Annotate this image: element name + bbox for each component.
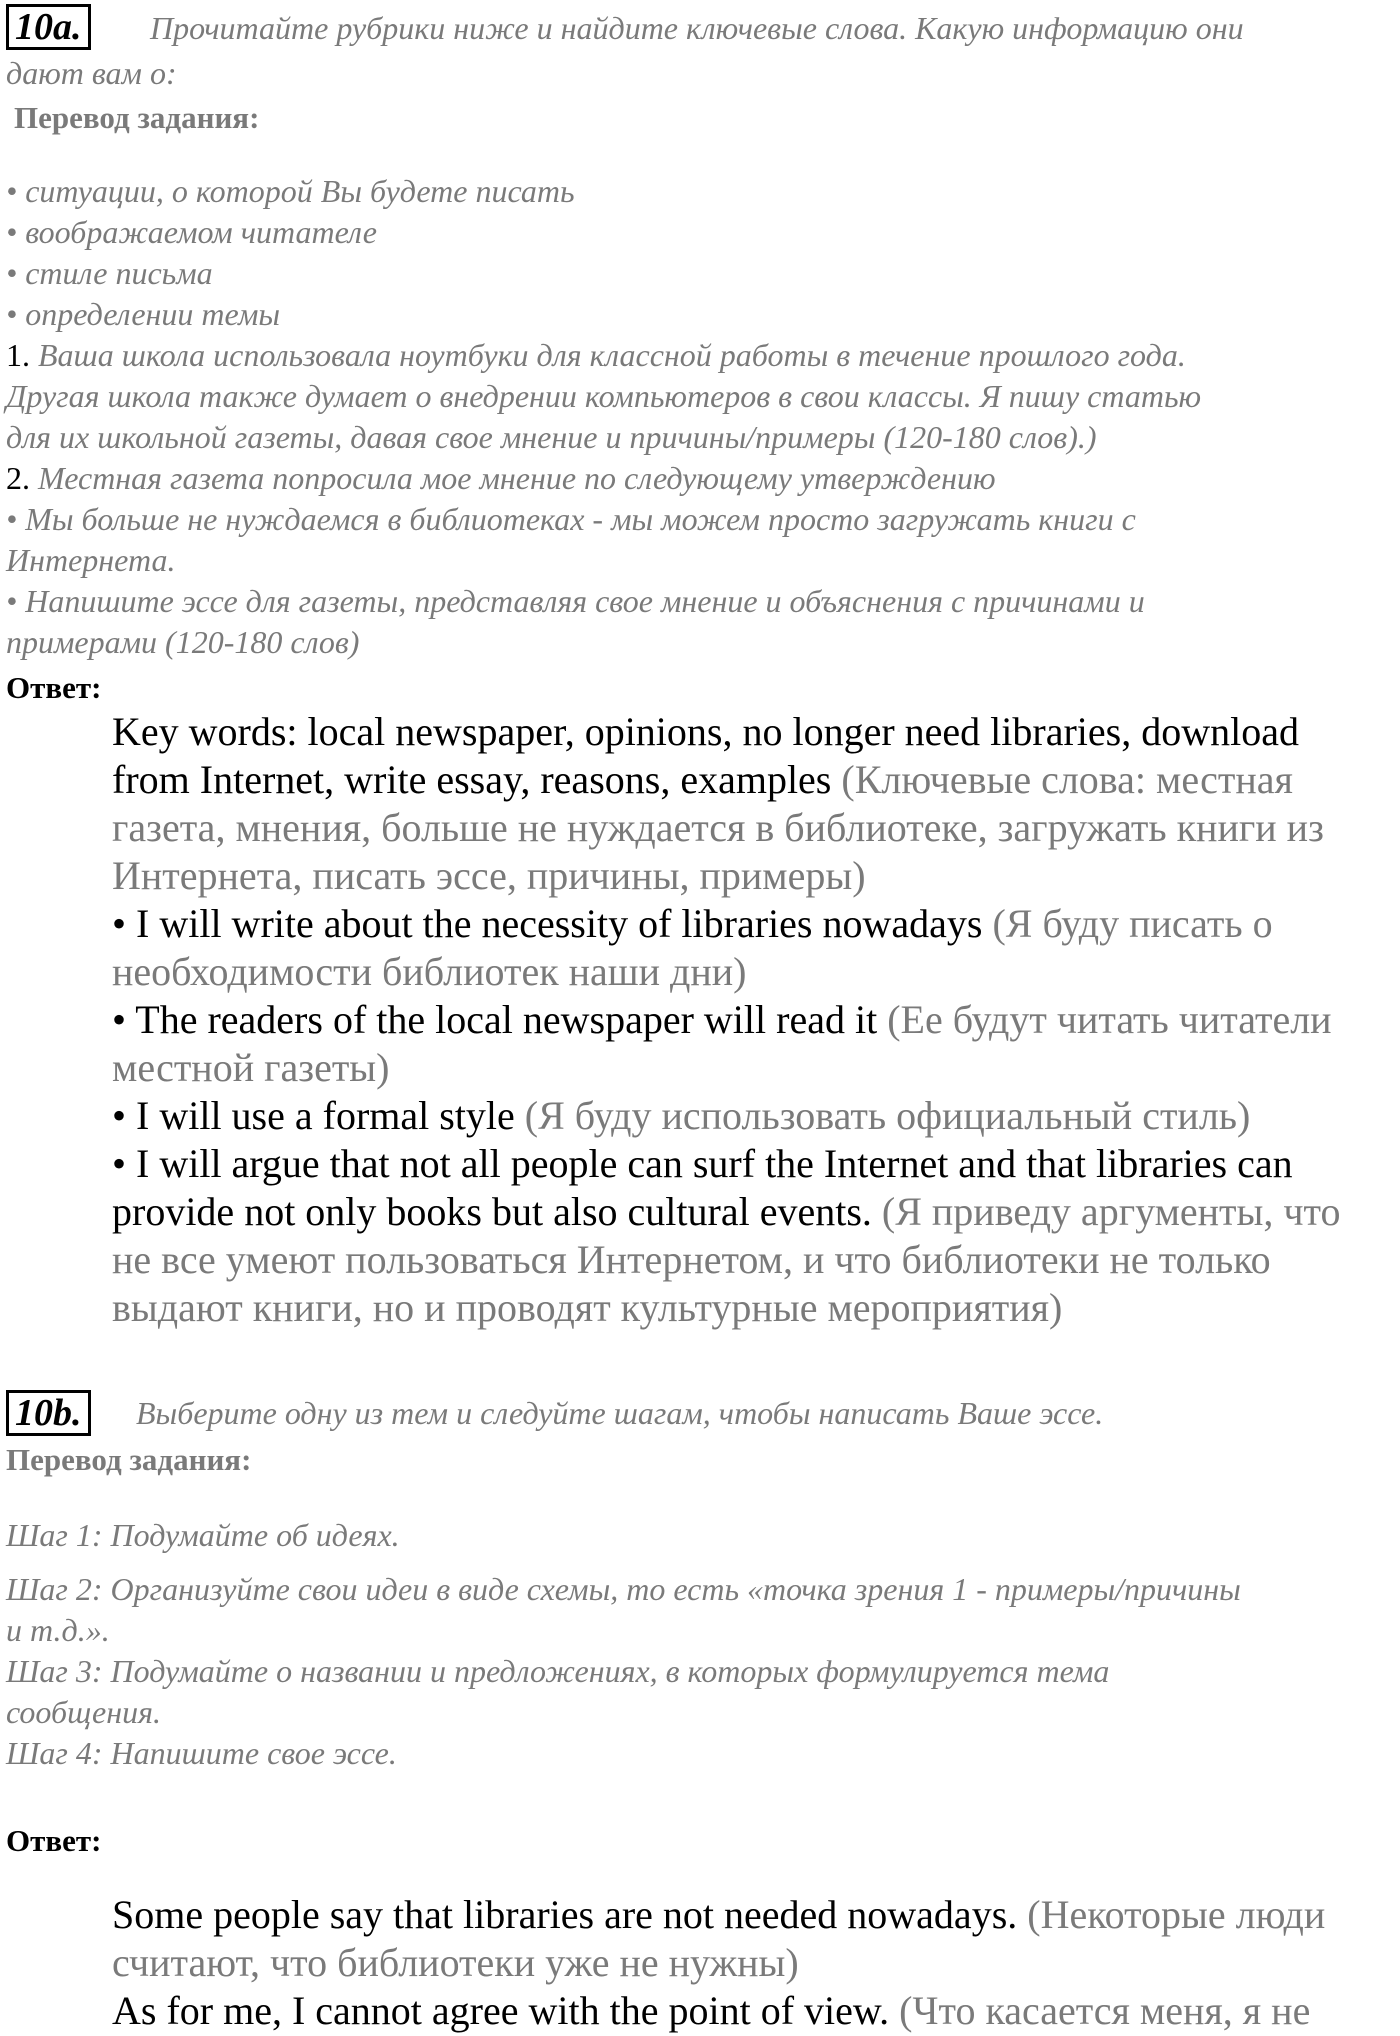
answer-line: from Internet, write essay, reasons, examples (Ключевые слова: местная: [112, 757, 1293, 802]
answer-line: provide not only books but also cultural events. (Я приведу аргументы, что: [112, 1189, 1341, 1234]
task-2-bullet-1-line-1: • Мы больше не нуждаемся в библиотеках - мы можем просто загружать книги с: [6, 501, 1136, 537]
answer-label-10a: Ответ:: [6, 670, 102, 705]
task-1-line-1: [6, 335, 1186, 376]
task-2-line-1: [6, 458, 996, 499]
task-1-line-3: для их школьной газеты, давая свое мнение и причины/примеры (120-180 слов).): [6, 419, 1097, 455]
step-3-line-1: Шаг 3: Подумайте о названии и предложениях, в которых формулируется тема: [6, 1653, 1110, 1689]
translation-heading: Перевод задания:: [14, 100, 260, 135]
answer-line: Some people say that libraries are not needed nowadays. (Некоторые люди: [112, 1892, 1326, 1937]
step-4: Шаг 4: Напишите свое эссе.: [6, 1735, 397, 1771]
answer-line: не все умеют пользоваться Интернетом, и что библиотеки не только: [112, 1237, 1271, 1282]
answer-line: местной газеты): [112, 1045, 390, 1090]
bullet-item: • воображаемом читателе: [6, 214, 377, 250]
step-2-line-2: и т.д.».: [6, 1612, 110, 1648]
answer-line: считают, что библиотеки уже не нужны): [112, 1940, 799, 1985]
task-2-bullet-2-line-1: • Напишите эссе для газеты, представляя свое мнение и объяснения с причинами и: [6, 583, 1145, 619]
answer-line: газета, мнения, больше не нуждается в библиотеке, загружать книги из: [112, 805, 1324, 850]
instruction-10b: Выберите одну из тем и следуйте шагам, чтобы написать Ваше эссе.: [136, 1395, 1104, 1431]
task-2-text: Местная газета попросила мое мнение по следующему утверждению: [38, 460, 996, 496]
answer-line: • I will use a formal style (Я буду использовать официальный стиль): [112, 1093, 1251, 1138]
answer-line: Интернета, писать эссе, причины, примеры): [112, 853, 866, 898]
task-1-line-2: Другая школа также думает о внедрении компьютеров в свои классы. Я пишу статью: [6, 378, 1202, 414]
exercise-badge-10a: 10a.: [6, 4, 91, 50]
bullet-item: • стиле письма: [6, 255, 213, 291]
answer-line: • I will write about the necessity of libraries nowadays (Я буду писать о: [112, 901, 1273, 946]
task-1-text: Ваша школа использовала ноутбуки для классной работы в течение прошлого года.: [38, 337, 1186, 373]
task-1-number: 1.: [6, 337, 30, 373]
bullet-item: • ситуации, о которой Вы будете писать: [6, 173, 575, 209]
answer-line: Key words: local newspaper, opinions, no longer need libraries, download: [112, 709, 1299, 754]
task-2-bullet-2-line-2: примерами (120-180 слов): [6, 624, 360, 660]
answer-line: необходимости библиотек наши дни): [112, 949, 747, 994]
answer-line: выдают книги, но и проводят культурные мероприятия): [112, 1285, 1063, 1330]
bullet-item: • определении темы: [6, 296, 281, 332]
answer-line: • The readers of the local newspaper will read it (Ее будут читать читатели: [112, 997, 1332, 1042]
answer-label-10b: Ответ:: [6, 1823, 102, 1858]
answer-line: As for me, I cannot agree with the point of view. (Что касается меня, я не: [112, 1988, 1311, 2033]
exercise-badge-10b: 10b.: [6, 1390, 91, 1436]
step-3-line-2: сообщения.: [6, 1694, 161, 1730]
task-2-bullet-1-line-2: Интернета.: [6, 542, 176, 578]
task-2-number: 2.: [6, 460, 30, 496]
instruction-line-1: Прочитайте рубрики ниже и найдите ключевые слова. Какую информацию они: [150, 10, 1244, 46]
instruction-line-2: дают вам о:: [6, 55, 177, 91]
translation-heading-10b: Перевод задания:: [6, 1442, 252, 1477]
step-2-line-1: Шаг 2: Организуйте свои идеи в виде схемы, то есть «точка зрения 1 - примеры/причины: [6, 1571, 1241, 1607]
answer-line: • I will argue that not all people can surf the Internet and that libraries can: [112, 1141, 1293, 1186]
step-1: Шаг 1: Подумайте об идеях.: [6, 1517, 400, 1553]
